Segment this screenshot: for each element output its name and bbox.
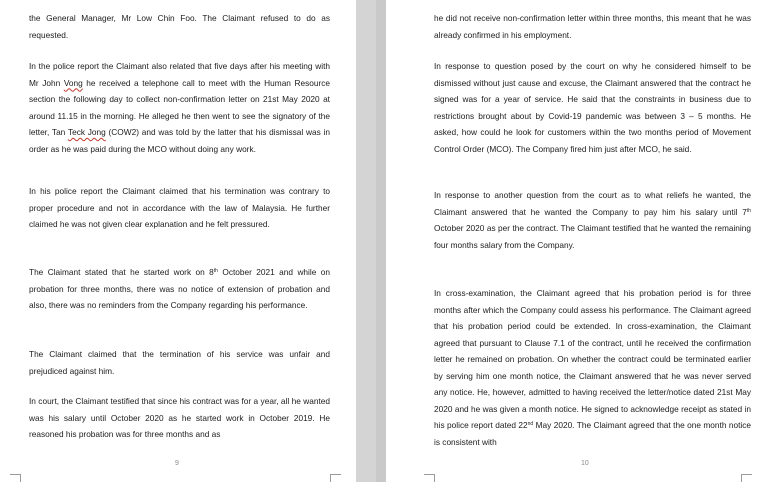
- document-page-9: [0, 0, 356, 482]
- paragraph-3: In his police report the Claimant claimed that his termination was contrary to proper procedure and not in accordance with the law of Malaysia. He further claimed he was not given clear explanation and he felt pressured.: [29, 186, 330, 229]
- paragraph-6: In court, the Claimant testified that since his contract was for a year, all he wanted was his salary until October 2020 as he started work in October 2019. He reasoned his probation was for three months and as: [29, 396, 330, 439]
- page-number: 10: [581, 460, 589, 467]
- crop-mark: [741, 474, 752, 482]
- spellcheck-word: Vong: [63, 77, 83, 88]
- crop-mark: [10, 474, 21, 482]
- paragraph-2: In the police report the Claimant also related that five days after his meeting with Mr John Vong he received a telephone call to meet with the Human Resource section the following day to collect non-confirmation letter on 21st May 2020 at around 11.15 in the morning. He alleged he then went to see the signatory of the letter, Tan Teck Jong (COW2) and was told by the latter that his dismissal was in order as he was paid during the MCO without doing any work.: [29, 61, 330, 154]
- crop-mark: [330, 474, 341, 482]
- paragraph-4: In cross-examination, the Claimant agreed that his probation period is for three months after which the Company could assess his performance. The Claimant agreed that his probation period could be extended. In cross-examination, the Claimant agreed that pursuant to Clause 7.1 of the contract, until he received the confirmation letter he remained on probation. On whether the contract could be terminated earlier by serving him one month notice, the Claimant answered that he was never served any notice. He, however, admitted to having received the letter/notice dated 21st May 2020 and he was given a month notice. He signed to acknowledge receipt as stated in his police report dated 22nd May 2020. The Claimant agreed that the one month notice is consistent with: [434, 288, 751, 447]
- paragraph-3: In response to another question from the court as to what reliefs he wanted, the Claimant answered that he wanted the Company to pay him his salary until 7th October 2020 as per the contract. The Claimant testified that he wanted the remaining four months salary from the Company.: [434, 190, 751, 250]
- spellcheck-word: Teck Jong: [67, 127, 106, 137]
- paragraph-4: The Claimant stated that he started work on 8th October 2021 and while on probation for three months, there was no notice of extension of probation and also, there was no reminders from the Company regarding his performance.: [29, 267, 330, 310]
- crop-mark: [424, 474, 435, 482]
- page-gutter: [356, 0, 386, 482]
- paragraph-1: he did not receive non-confirmation letter within three months, this meant that he was already confirmed in his employment.: [434, 13, 751, 40]
- page-number: 9: [175, 460, 179, 467]
- paragraph-1: the General Manager, Mr Low Chin Foo. The Claimant refused to do as requested.: [29, 13, 330, 40]
- document-page-10: [386, 0, 773, 482]
- paragraph-5: The Claimant claimed that the termination of his service was unfair and prejudiced against him.: [29, 349, 330, 376]
- paragraph-2: In response to question posed by the court on why he considered himself to be dismissed without just cause and excuse, the Claimant answered that the contract he signed was for a year of service. He said that the constraints in business due to restrictions brought about by Covid-19 pandemic was between 3 – 5 months. He asked, how could he look for customers within the two months period of Movement Control Order (MCO). The Company fired him just after MCO, he said.: [434, 61, 751, 154]
- page-shadow: [376, 0, 386, 482]
